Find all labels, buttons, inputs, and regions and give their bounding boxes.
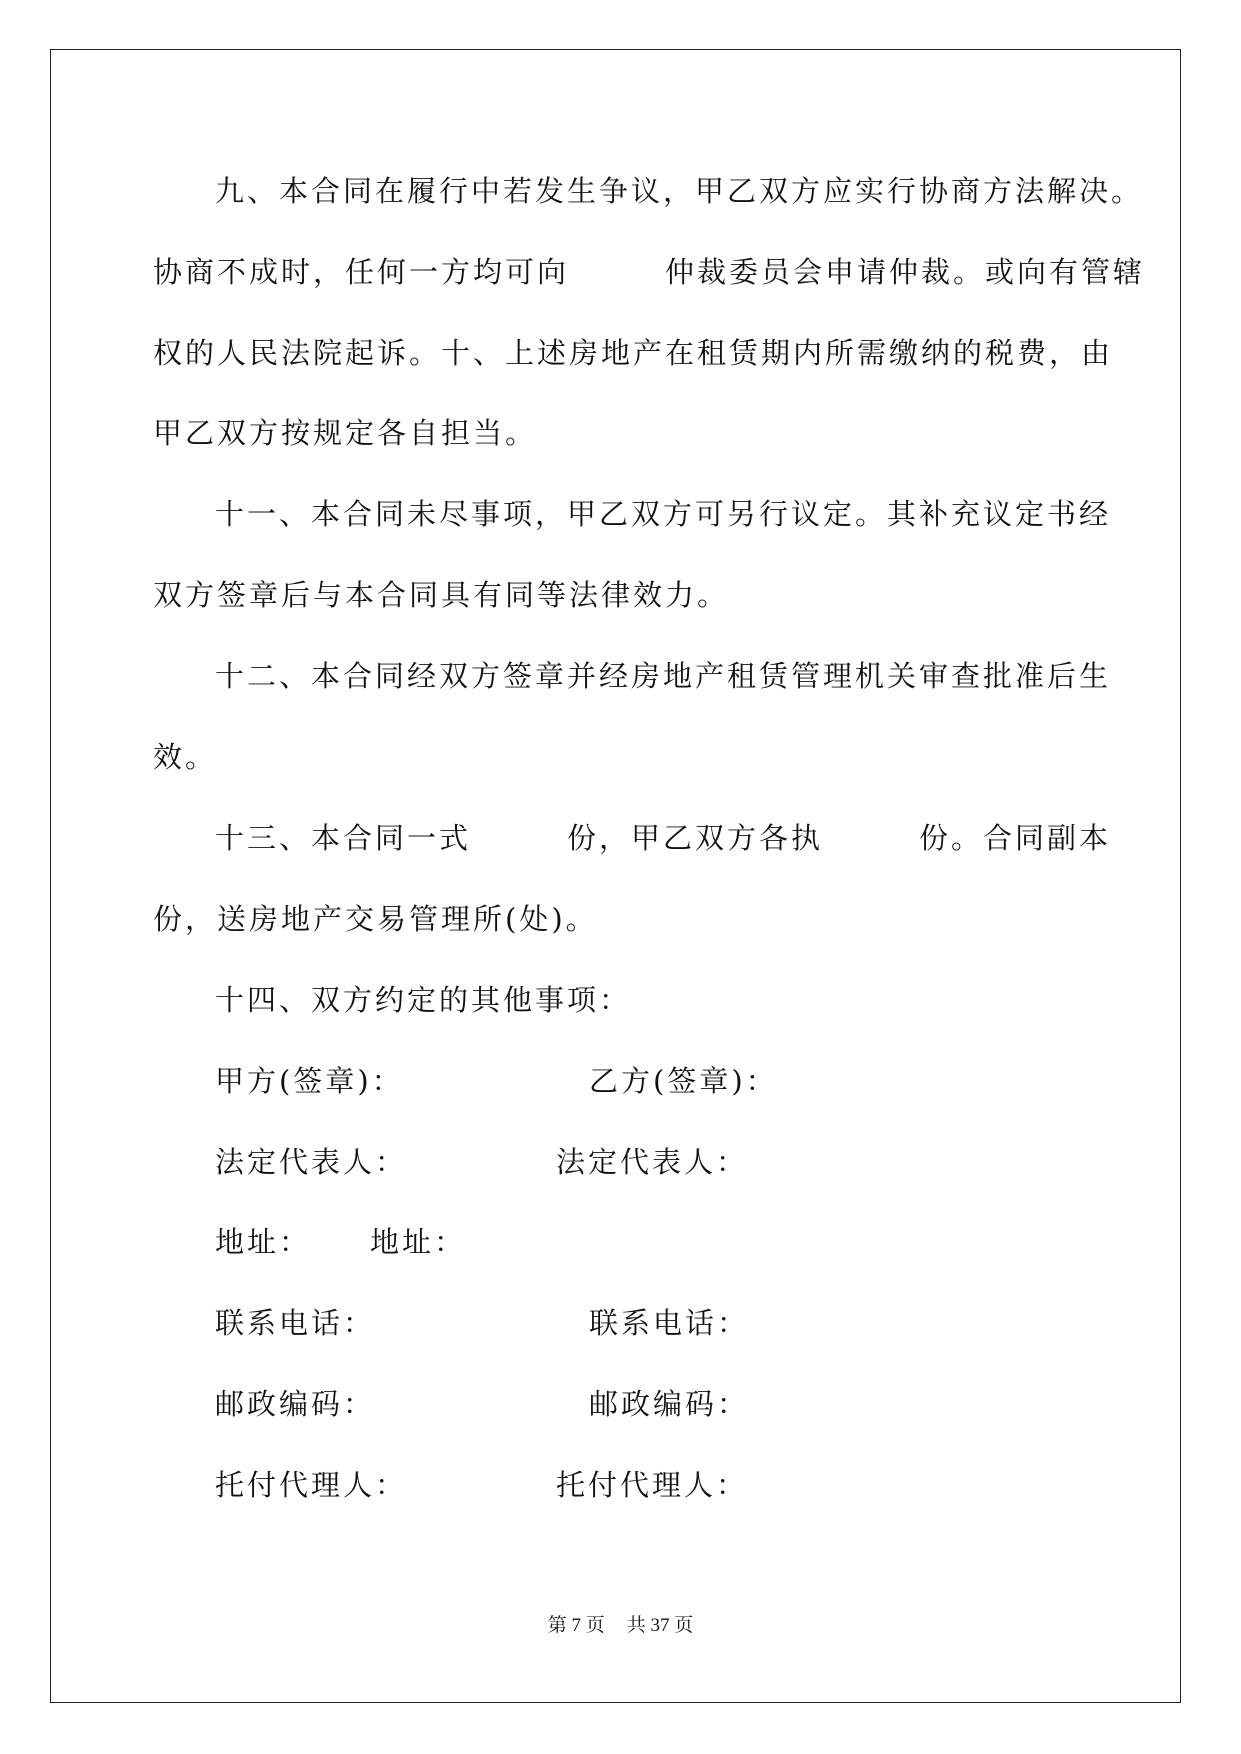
- party-a-agent-label: 托付代理人：: [215, 1468, 408, 1502]
- page-number: 第 7 页: [547, 1615, 605, 1636]
- party-a-phone-label: 联系电话：: [215, 1306, 376, 1340]
- party-b-address-label: 地址：: [370, 1225, 467, 1259]
- clause-12-line-2: 效。: [153, 740, 218, 774]
- page-border: [50, 49, 1181, 1703]
- clause-12-line-1: 十二、本合同经双方签章并经房地产租赁管理机关审查批准后生: [215, 659, 1112, 693]
- clause-13-line-2: 份，送房地产交易管理所(处)。: [153, 902, 598, 936]
- party-b-phone-label: 联系电话：: [589, 1306, 750, 1340]
- party-a-address-label: 地址：: [215, 1225, 312, 1259]
- clause-9-10-line-3: 权的人民法院起诉。十、上述房地产在租赁期内所需缴纳的税费，由: [153, 336, 1114, 370]
- clause-11-line-1: 十一、本合同未尽事项，甲乙双方可另行议定。其补充议定书经: [215, 497, 1112, 531]
- page-total: 共 37 页: [626, 1615, 694, 1636]
- clause-14-heading: 十四、双方约定的其他事项：: [215, 983, 632, 1017]
- party-a-seal-label: 甲方(签章)：: [215, 1064, 404, 1098]
- party-a-postcode-label: 邮政编码：: [215, 1387, 376, 1421]
- clause-9-line-2: 协商不成时，任何一方均可向 仲裁委员会申请仲裁。或向有管辖: [153, 255, 1146, 289]
- party-b-agent-label: 托付代理人：: [556, 1468, 749, 1502]
- clause-13-line-1: 十三、本合同一式 份，甲乙双方各执 份。合同副本: [215, 821, 1112, 855]
- party-b-legal-rep-label: 法定代表人：: [556, 1145, 749, 1179]
- party-a-legal-rep-label: 法定代表人：: [215, 1145, 408, 1179]
- page-footer: [0, 1613, 1241, 1639]
- party-b-postcode-label: 邮政编码：: [589, 1387, 750, 1421]
- clause-11-line-2: 双方签章后与本合同具有同等法律效力。: [153, 578, 730, 612]
- clause-9-line-1: 九、本合同在履行中若发生争议，甲乙双方应实行协商方法解决。: [215, 174, 1144, 208]
- clause-10-line-4: 甲乙双方按规定各自担当。: [153, 416, 538, 450]
- party-b-seal-label: 乙方(签章)：: [589, 1064, 778, 1098]
